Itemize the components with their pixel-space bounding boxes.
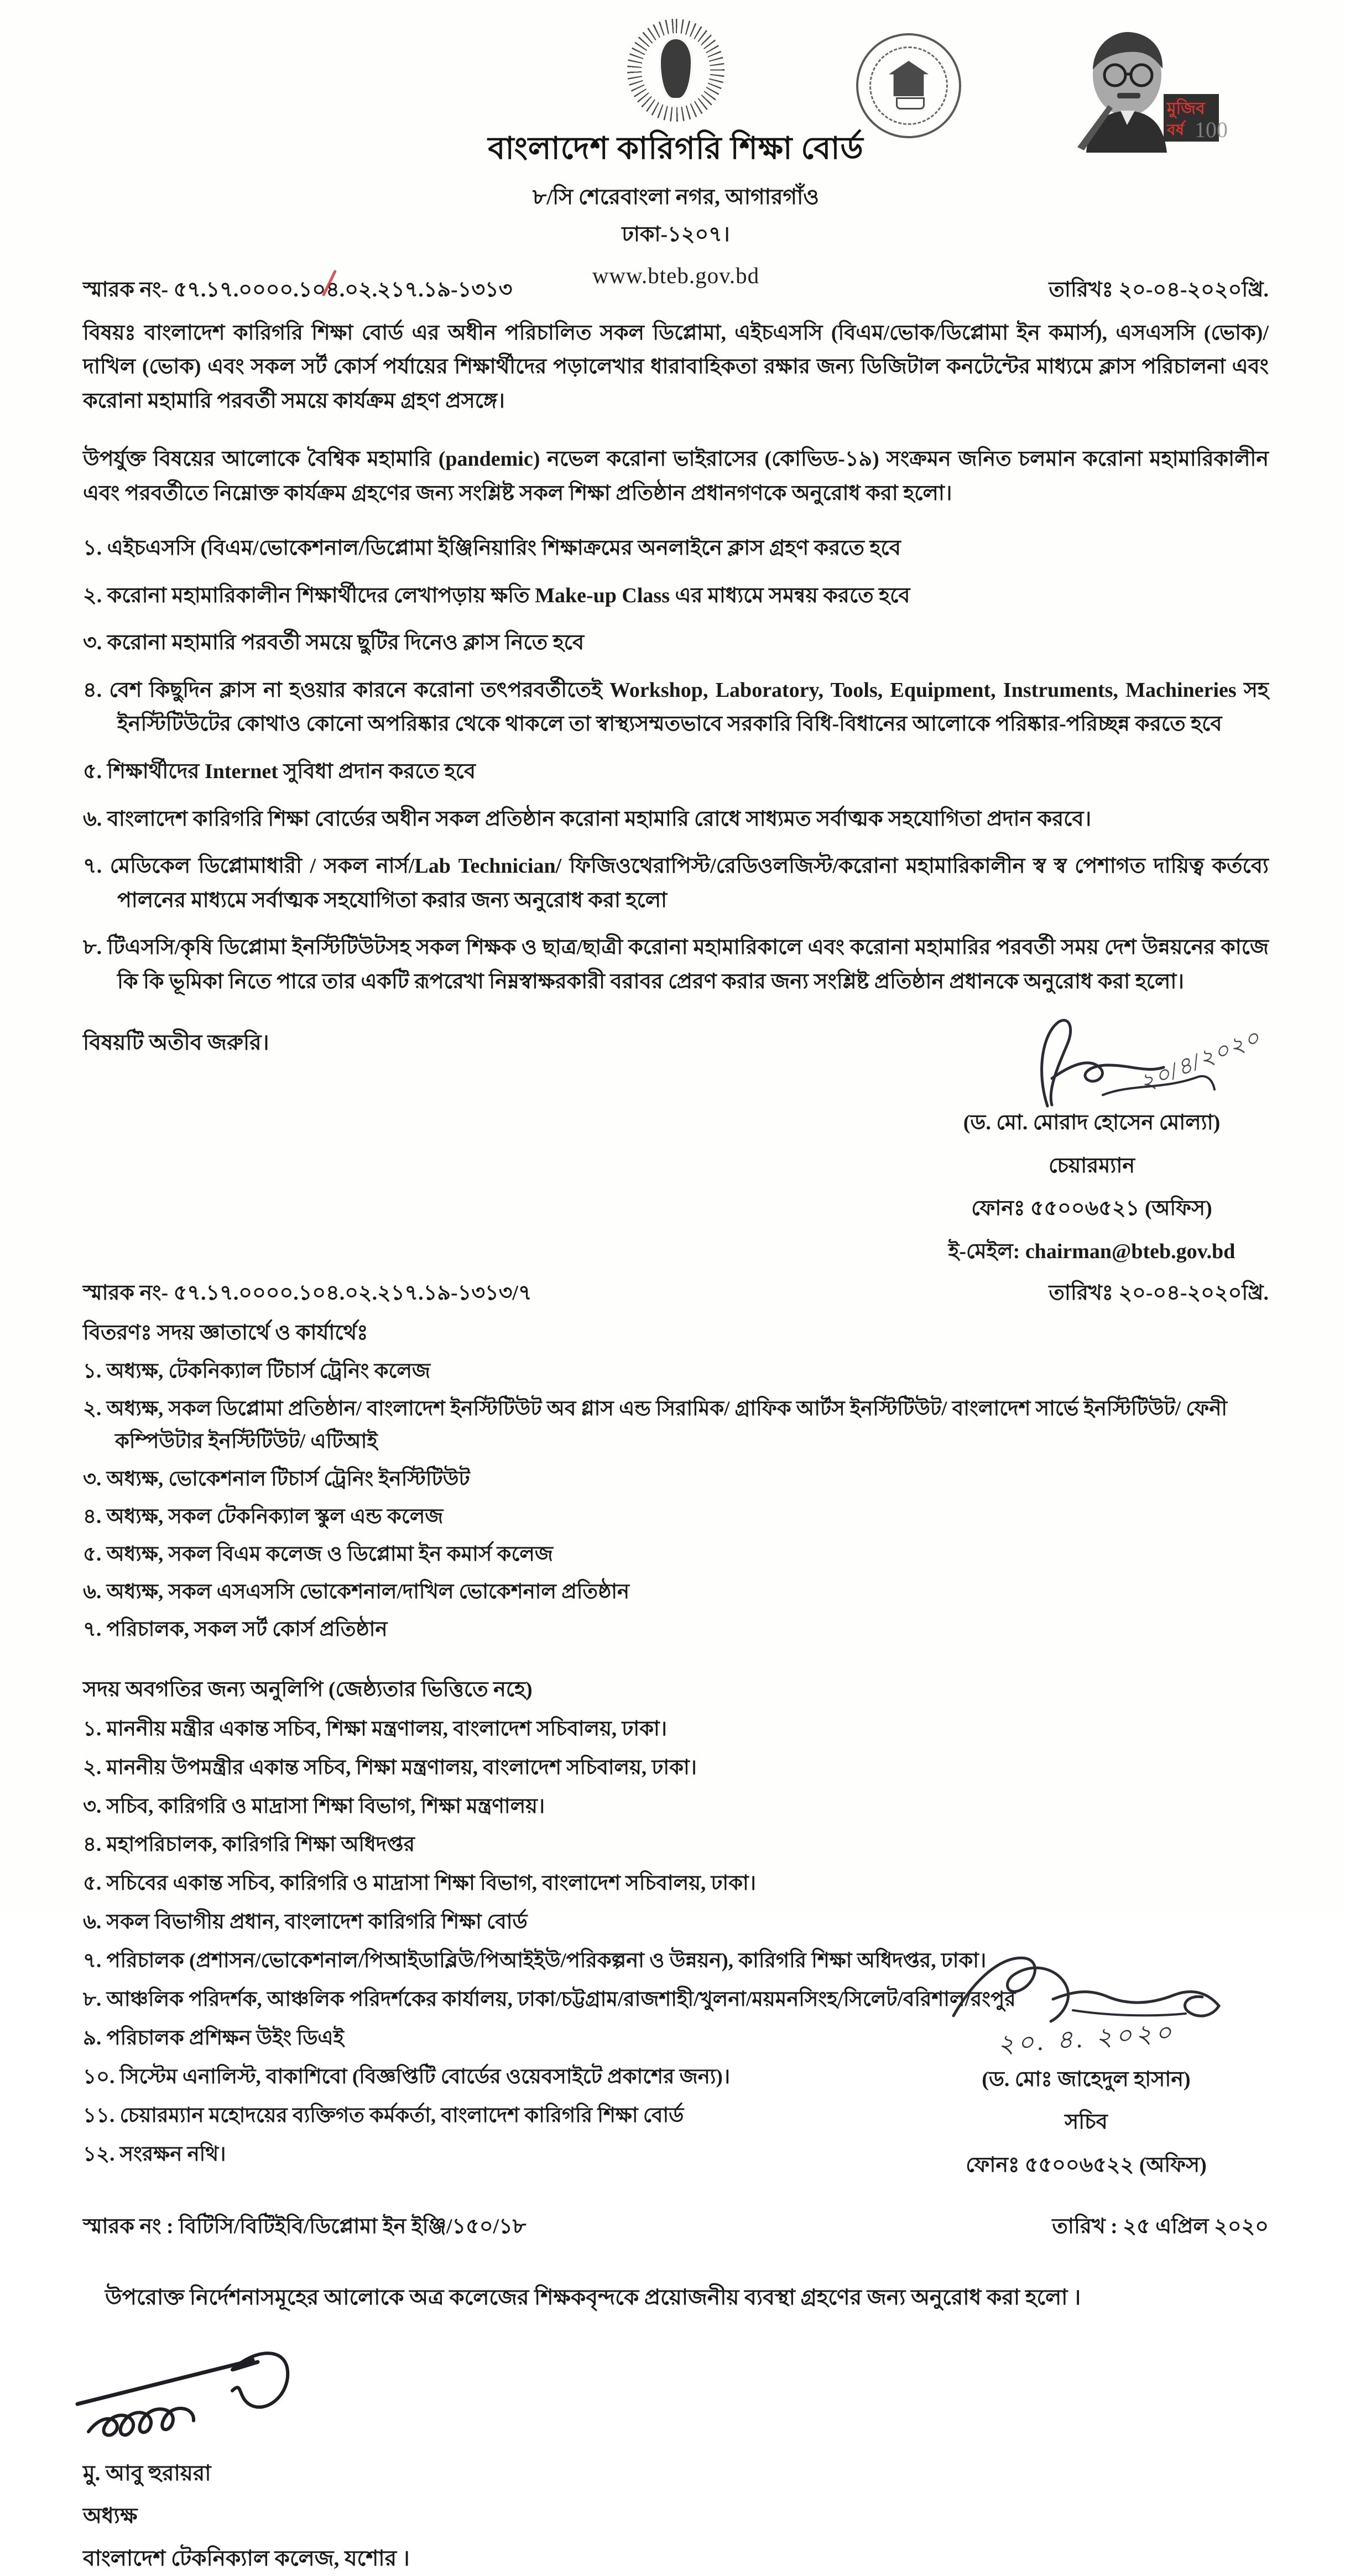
secretary-signature-block [904,1933,1269,2182]
principal-signature-icon [66,2338,354,2454]
cc-item: ১১. চেয়ারম্যান মহোদয়ের ব্যক্তিগত কর্মকর্তা, বাংলাদেশ কারিগরি শিক্ষা বোর্ড [83,2104,684,2127]
cc-item: ৪. মহাপরিচালক, কারিগরি শিক্ষা অধিদপ্তর [83,1833,415,1857]
closing-paragraph: উপরোক্ত নির্দেশনাসমূহের আলোকে অত্র কলেজের শিক্ষকবৃন্দকে প্রয়োজনীয় ব্যবস্থা গ্রহণের জন্য অনুরোধ করা হলো । [105,2286,1081,2310]
cc-item: ১. মাননীয় মন্ত্রীর একান্ত সচিব, শিক্ষা মন্ত্রণালয়, বাংলাদেশ সচিবালয়, ঢাকা। [83,1717,667,1740]
directive-item: ৫. শিক্ষার্থীদের Internet সুবিধা প্রদান করতে হবে [83,760,476,784]
opening-paragraph: উপর্যুক্ত বিষয়ের আলোকে বৈশ্বিক মহামারি (pandemic) নভেল করোনা ভাইরাসের (কোভিড-১৯) সংক্রমন জনিত চলমান করোনা মহামারিকালীন এবং পরবর্তীতে নিম্নোক্ত কার্যক্রম গ্রহণের জন্য সংশ্লিষ্ট সকল শিক্ষা প্রতিষ্ঠান প্রধানগণকে অনুরোধ করা হলো। [83,447,1269,505]
memo1-number-wrap [83,273,512,307]
chairman-handwritten-date: ২০/৪/২০২০ [1135,1025,1265,1097]
cc-item: ৭. পরিচালক (প্রশাসন/ভোকেশনাল/পিআইডাব্লিউ/পিআইইউ/পরিকল্পনা ও উন্নয়ন), কারিগরি শিক্ষা অধিদপ্তর, ঢাকা। [83,1949,987,1973]
directive-item: ১. এইচএসসি (বিএম/ভোকেশনাল/ডিপ্লোমা ইঞ্জিনিয়ারিং শিক্ষাক্রমের অনলাইনে ক্লাস গ্রহণ করতে হবে [83,536,901,560]
cc-item: ৫. সচিবের একান্ত সচিব, কারিগরি ও মাদ্রাসা শিক্ষা বিভাগ, বাংলাদেশ সচিবালয়, ঢাকা। [83,1872,756,1895]
chairman-title: চেয়ারম্যান [1048,1154,1135,1177]
chairman-email: ই-মেইল: chairman@bteb.gov.bd [948,1239,1235,1263]
distribution-item: ৪. অধ্যক্ষ, সকল টেকনিক্যাল স্কুল এন্ড কলেজ [83,1505,444,1529]
urgent-note: বিষয়টি অতীব জরুরি। [83,1031,269,1055]
subject-text: বিষয়ঃ বাংলাদেশ কারিগরি শিক্ষা বোর্ড এর অধীন পরিচালিত সকল ডিপ্লোমা, এইচএসসি (বিএম/ভোক/ডিপ্লোমা ইন কমার্স), এসএসসি (ভোক)/দাখিল (ভোক) এবং সকল সর্ট কোর্স পর্যায়ের শিক্ষার্থীদের পড়ালেখার ধারাবাহিকতা রক্ষার জন্য ডিজিটাল কনটেন্টের মাধ্যমে ক্লাস পরিচালনা এবং করোনা মহামারি পরবর্তী সময়ে কার্যক্রম গ্রহণ প্রসঙ্গে। [83,321,1269,413]
directive-item: ৬. বাংলাদেশ কারিগরি শিক্ষা বোর্ডের অধীন সকল প্রতিষ্ঠান করোনা মহামারি রোধে সাধ্যমত সর্বাত্মক সহযোগিতা প্রদান করবে। [83,807,1092,831]
address-line-1: ৮/সি শেরেবাংলা নগর, আগারগাঁও [533,185,819,209]
cc-item: ৩. সচিব, কারিগরি ও মাদ্রাসা শিক্ষা বিভাগ, শিক্ষা মন্ত্রণালয়। [83,1795,545,1818]
directive-item: ৮. টিএসসি/কৃষি ডিপ্লোমা ইনস্টিটিউটসহ সকল শিক্ষক ও ছাত্র/ছাত্রী করোনা মহামারিকালে এবং করোনা মহামারির পরবর্তী সময় দেশ উন্নয়নের কাজে কি কি ভূমিকা নিতে পারে তার একটি রূপরেখা নিম্নস্বাক্ষরকারী বরাবর প্রেরণ করার জন্য সংশ্লিষ্ট প্রতিষ্ঠান প্রধানকে অনুরোধ করা হলো। [83,936,1269,993]
urgent-signature-row [83,1012,1269,1269]
number-100: 100 [1195,117,1228,142]
cc-item: ১২. সংরক্ষন নথি। [83,2142,226,2166]
org-title: বাংলাদেশ কারিগরি শিক্ষা বোর্ড [488,132,864,166]
principal-signature-block [83,2338,503,2576]
distribution-heading: বিতরণঃ সদয় জ্ঞাতার্থে ও কার্যার্থেঃ [83,1321,368,1345]
memo3-number: স্মারক নং : বিটিসি/বিটিইবি/ডিপ্লোমা ইন ইঞ্জি/১৫০/১৮ [83,2214,526,2238]
secretary-name: (ড. মোঃ জাহেদুল হাসান) [982,2067,1191,2091]
memo2-row [83,1276,1269,1311]
distribution-item: ১. অধ্যক্ষ, টেকনিক্যাল টিচার্স ট্রেনিং কলেজ [83,1359,431,1383]
distribution-item: ৩. অধ্যক্ষ, ভোকেশনাল টিচার্স ট্রেনিং ইনস্টিটিউট [83,1468,470,1491]
cc-item: ৮. আঞ্চলিক পরিদর্শক, আঞ্চলিক পরিদর্শকের কার্যালয়, ঢাকা/চট্টগ্রাম/রাজশাহী/খুলনা/ময়মনসিংহ/সিলেট/বরিশাল/রংপুর [83,1988,1016,2011]
cc-item: ২. মাননীয় উপমন্ত্রীর একান্ত সচিব, শিক্ষা মন্ত্রণালয়, বাংলাদেশ সচিবালয়, ঢাকা। [83,1756,697,1779]
memo3-date: তারিখ : ২৫ এপ্রিল ২০২০ [1052,2214,1269,2238]
cc-section [83,1673,1269,2177]
distribution-list [83,1355,1269,1647]
directive-item: ২. করোনা মহামারিকালীন শিক্ষার্থীদের লেখাপড়ায় ক্ষতি Make-up Class এর মাধ্যমে সমন্বয় করতে হবে [83,583,910,607]
chairman-signature-block [915,1012,1269,1269]
cc-item: ১০. সিস্টেম এনালিস্ট, বাকাশিবো (বিজ্ঞপ্তিটি বোর্ডের ওয়েবসাইটে প্রকাশের জন্য)। [83,2066,731,2089]
directive-list [83,531,1269,999]
secretary-handwritten-date: ২০. ৪. ২০২০ [996,2017,1176,2059]
cc-item: ৯. পরিচালক প্রশিক্ষন উইং ডিএই [83,2027,344,2050]
borsho-word: বর্ষ [1167,122,1185,139]
distribution-item: ৬. অধ্যক্ষ, সকল এসএসসি ভোকেশনাল/দাখিল ভোকেশনাল প্রতিষ্ঠান [83,1581,630,1604]
principal-title: অধ্যক্ষ [83,2504,138,2528]
chairman-name: (ড. মো. মোরাদ হোসেন মোল্যা) [963,1111,1221,1135]
letterhead [83,0,1269,289]
memo1-number: স্মারক নং- ৫৭.১৭.০০০০.১০৪.০২.২১৭.১৯-১৩১৩ [83,278,513,301]
memo3-row [83,2210,1269,2244]
secretary-title: সচিব [1065,2110,1108,2134]
website-text: www.bteb.gov.bd [592,263,760,289]
secretary-phone: ফোনঃ ৫৫০০৬৫২২ (অফিস) [966,2153,1207,2177]
distribution-item: ৫. অধ্যক্ষ, সকল বিএম কলেজ ও ডিপ্লোমা ইন কমার্স কলেজ [83,1543,553,1566]
board-emblem-icon [627,19,724,122]
cc-item: ৬. সকল বিভাগীয় প্রধান, বাংলাদেশ কারিগরি শিক্ষা বোর্ড [83,1911,528,1934]
mujib-word: মুজিব [1167,100,1205,118]
chairman-phone: ফোনঃ ৫৫০০৬৫২১ (অফিস) [971,1197,1212,1221]
memo1-date: তারিখঃ ২০-০৪-২০২০খ্রি. [1049,278,1269,301]
directive-item: ৪. বেশ কিছুদিন ক্লাস না হওয়ার কারনে করোনা তৎপরবর্তীতেই Workshop, Laboratory, Tools, Equipment, Instruments, Machineries সহ ইনস্টিটিউটের কোথাও কোনো অপরিষ্কার থেকে থাকলে তা স্বাস্থ্যসম্মতভাবে সরকারি বিধি-বিধানের আলোকে পরিষ্কার-পরিচ্ছন্ন করতে হবে [83,678,1269,736]
memo2-date: তারিখঃ ২০-০৪-২০২০খ্রি. [1049,1281,1269,1305]
cc-heading: সদয় অবগতির জন্য অনুলিপি (জেষ্ঠ্যতার ভিত্তিতে নহে) [83,1678,533,1702]
address-line-2: ঢাকা-১২০৭। [622,222,730,246]
distribution-item: ২. অধ্যক্ষ, সকল ডিপ্লোমা প্রতিষ্ঠান/ বাংলাদেশ ইনস্টিটিউট অব গ্লাস এন্ড সিরামিক/ গ্রাফিক আর্টস ইনস্টিটিউট/ বাংলাদেশ সার্ভে ইনস্টিটিউট/ ফেনী কম্পিউটার ইনস্টিটিউট/ এটিআই [83,1397,1227,1453]
distribution-item: ৭. পরিচালক, সকল সর্ট কোর্স প্রতিষ্ঠান [83,1618,388,1641]
memo2-number: স্মারক নং- ৫৭.১৭.০০০০.১০৪.০২.২১৭.১৯-১৩১৩/৭ [83,1281,532,1305]
directive-item: ৩. করোনা মহামারি পরবর্তী সময়ে ছুটির দিনেও ক্লাস নিতে হবে [83,631,585,655]
principal-org: বাংলাদেশ টেকনিক্যাল কলেজ, যশোর । [83,2546,410,2570]
principal-name: মু. আবু হুরায়রা [83,2461,211,2485]
directive-item: ৭. মেডিকেল ডিপ্লোমাধারী / সকল নার্স/Lab Technician/ ফিজিওথেরাপিস্ট/রেডিওলজিস্ট/করোনা মহামারিকালীন স্ব স্ব পেশাগত দায়িত্ব কর্তব্যে পালনের মাধ্যমে সর্বাত্মক সহযোগিতা করার জন্য অনুরোধ করা হলো [83,854,1269,912]
